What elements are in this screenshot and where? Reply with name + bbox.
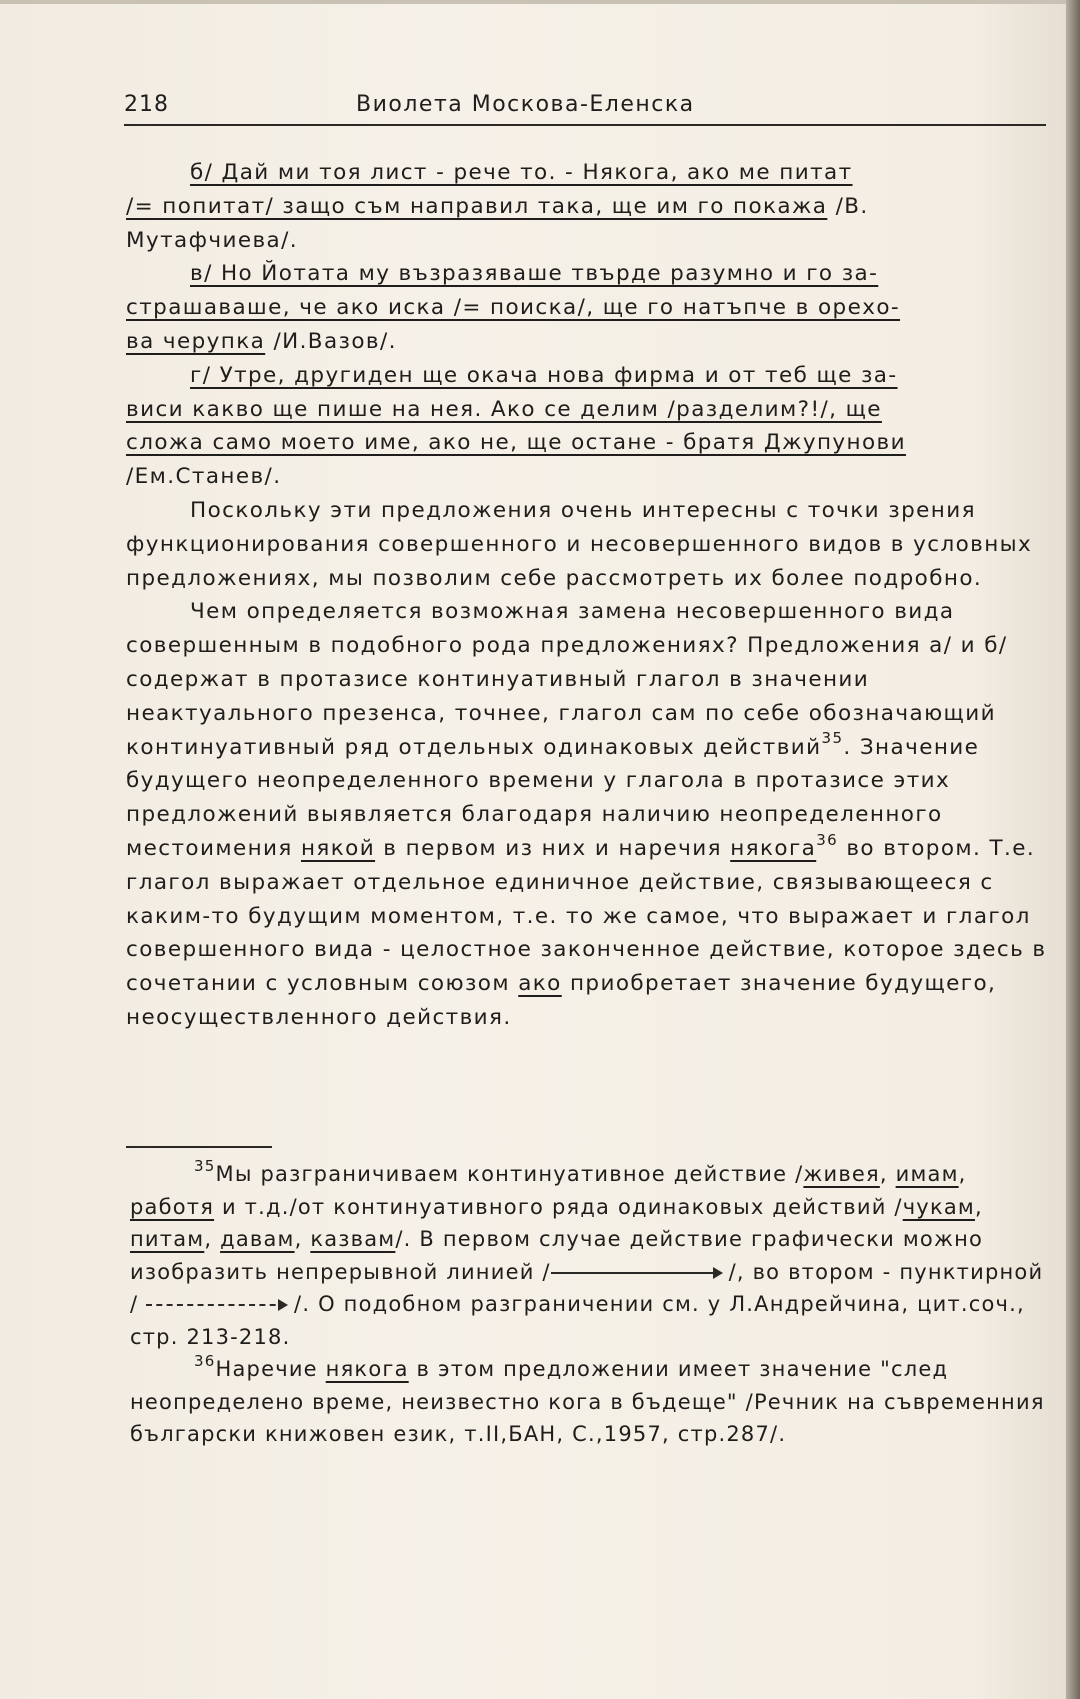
solid-arrow-icon bbox=[551, 1272, 721, 1274]
footnote-separator bbox=[126, 1146, 272, 1148]
footnotes bbox=[130, 1158, 1054, 1451]
example-v-line1: в/ Но Йотата му възразяваше твърде разумно и го за- bbox=[190, 261, 879, 287]
page-number: 218 bbox=[124, 92, 169, 117]
example-g-line2: виси какво ще пише на нея. Ако се делим /разделим?!/, ще bbox=[126, 396, 882, 422]
example-b-line1: б/ Дай ми тоя лист - рече то. - Някога, ако ме питат bbox=[190, 160, 853, 185]
example-b-line3: Мутафчиева/. bbox=[126, 227, 298, 253]
example-g-line1: г/ Утре, другиден ще окача нова фирма и от теб ще за- bbox=[190, 362, 898, 388]
example-v-author: /И.Вазов/. bbox=[273, 328, 397, 354]
example-b-author-tail: /В. bbox=[835, 193, 869, 219]
footnote-mark-36: 36 bbox=[194, 1352, 216, 1370]
running-title: Виолета Москова-Еленска bbox=[356, 92, 695, 117]
header-rule bbox=[124, 124, 1046, 126]
paragraph-2: Чем определяется возможная замена несовершенного вида совершенным в подобного рода предложениях? Предложения а/ и б/ содержат в протазисе континуативный глагол в значении неактуального презенса, точнее, глагол сам по себе обозначающий континуативный ряд отдельных одинаковых действий$^{35}$. Значение будущего неопределенного времени у глагола в протазисе этих предложений выявляется благодаря наличию неопределенного местоимения някой в первом из них и наречия някога$^{36}$ во втором. Т.е. глагол выражает отдельное единичное действие, связывающееся с каким-то будущим моментом, т.е. то же самое, что выражает и глагол совершенного вида - целостное законченное действие, которое здесь в сочетании с условным союзом ако приобретает значение будущего, неосуществленного действия. bbox=[126, 599, 1047, 1030]
example-v-line3: ва черупка bbox=[126, 328, 266, 354]
footnote-mark-35: 35 bbox=[194, 1157, 216, 1175]
page-top-edge bbox=[0, 0, 1080, 4]
running-header bbox=[124, 90, 1046, 126]
book-spine-shadow bbox=[1066, 0, 1080, 1699]
dashed-arrow-icon bbox=[146, 1304, 286, 1306]
example-g-line3: сложа само моето име, ако не, ще остане - братя Джупунови bbox=[126, 430, 906, 456]
example-v bbox=[126, 257, 1054, 358]
word-ako: ако bbox=[518, 971, 562, 997]
example-g bbox=[126, 359, 1054, 494]
footnote-ref-36[interactable]: 36 bbox=[816, 830, 839, 849]
example-v-line2: страшаваше, че ако иска /= поиска/, ще го натъпче в орехо- bbox=[126, 295, 901, 321]
word-nyakoi: някой bbox=[300, 835, 376, 861]
word-nyakoga: някога bbox=[730, 835, 817, 861]
footnote-ref-35[interactable]: 35 bbox=[821, 729, 844, 748]
paragraph-1: Поскольку эти предложения очень интересны с точки зрения функционирования совершенного и несовершенного видов в условных предложениях, мы позволим себе рассмотреть их более подробно. bbox=[126, 497, 1033, 591]
example-g-author: /Ем.Станев/. bbox=[126, 464, 282, 490]
footnote-36: $^{36}$Наречие някога в этом предложении имеет значение "след неопределено време, неизвестно кога в бъдеще" /Речник на съвременния български книжовен език, т.II,БАН, С.,1957, стр.287/. bbox=[130, 1352, 1045, 1446]
footnote-35: $^{35}$Мы разграничиваем континуативное действие /живея, имам, работя и т.д./от континуативного ряда одинаковых действий /чукам, питам, давам, казвам/. В первом случае действие графически можно изобразить непрерывной линией / /, во втором - пунктирной / /. О подобном разграничении см. у Л.Андрейчина, цит.соч., стр. 213-218. bbox=[130, 1157, 1044, 1349]
main-text bbox=[126, 156, 1054, 1035]
example-b-line2: /= попитат/ защо съм направил така, ще им го покажа bbox=[126, 193, 828, 219]
example-b bbox=[126, 156, 1054, 257]
